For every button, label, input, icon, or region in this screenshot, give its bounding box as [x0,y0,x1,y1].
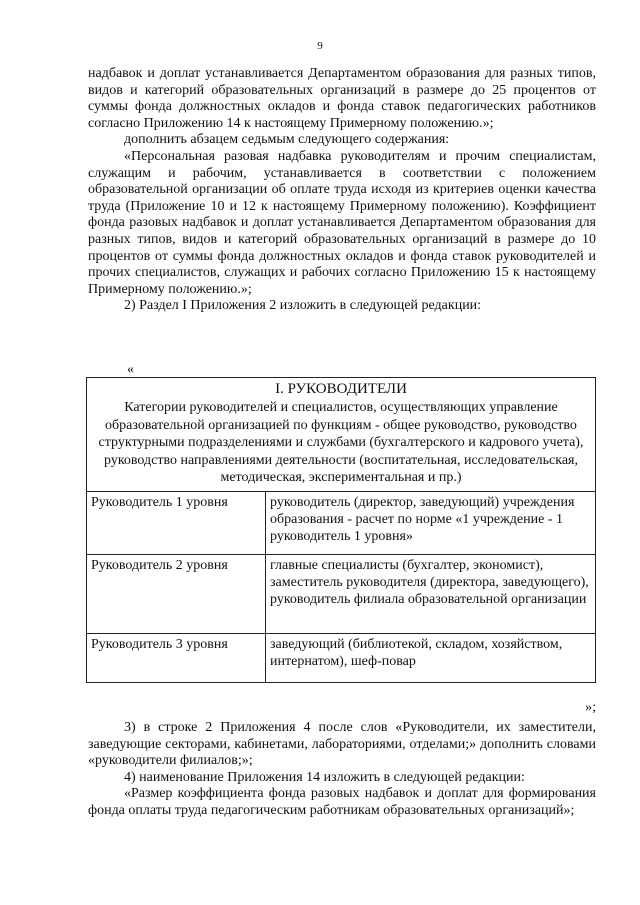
table-row [87,633,596,682]
table-close-quote: »; [585,700,596,715]
table-cell-level: Руководитель 2 уровня [87,554,266,633]
paragraph-section-instruction: 2) Раздел I Приложения 2 изложить в следующей редакции: [124,298,482,314]
table-header-description: Категории руководителей и специалистов, осуществляющих управление образовательной организацией по функциям - общее руководство, руководство структурными подразделениями и службами (бухгалтерского и кадрового учета), руководство направлениями деятельности (воспитательная, исследовательская, методическая, экспериментальная и пр.) [98,400,584,485]
page-number: 9 [317,40,323,52]
bottom-text-block [88,720,596,820]
table-cell-description: заведующий (библиотекой, складом, хозяйством, интернатом), шеф-повар [266,633,596,682]
paragraph-appendix4-amendment: 3) в строке 2 Приложения 4 после слов «Руководители, их заместители, заведующие секторами, кабинетами, лабораториями, отделами;» дополнить словами «руководители филиалов;»; [88,720,596,769]
table-cell-level: Руководитель 1 уровня [87,491,266,554]
table-header-cell [87,378,596,492]
paragraph-amend-instruction: дополнить абзацем седьмым следующего содержания: [124,132,450,148]
paragraph-continuation: надбавок и доплат устанавливается Департаментом образования для разных типов, видов и категорий образовательных организаций в размере до 25 процентов от суммы фонда должностных окладов и фонда ставок педагогических работников согласно Приложению 14 к настоящему Примерному положению.»; [88,66,596,131]
paragraph-personal-bonus: «Персональная разовая надбавка руководителям и прочим специалистам, служащим и рабочим, устанавливается в соответствии с положением образовательной организации об оплате труда исходя из критериев оценки качества труда (Приложение 10 и 12 к настоящему Примерному положению). Коэффициент фонда разовых надбавок и доплат устанавливается Департаментом образования для разных типов, видов и категорий образовательных организаций в размере до 10 процентов от суммы фонда должностных окладов и фонда ставок руководителей и прочих специалистов, служащих и рабочих согласно Приложению 15 к настоящему Примерному положению.»; [88,148,596,297]
paragraph-appendix14-title: «Размер коэффициента фонда разовых надбавок и доплат для формирования фонда оплаты труда педагогическим работникам образовательных организаций»; [88,786,596,818]
table-cell-description: руководитель (директор, заведующий) учреждения образования - расчет по норме «1 учреждение - 1 руководитель 1 уровня» [266,491,596,554]
managers-category-table [86,377,596,683]
paragraph-appendix14-instruction: 4) наименование Приложения 14 изложить в следующей редакции: [124,769,525,785]
table-header-row [87,378,596,492]
top-text-block [88,66,596,315]
table-row [87,491,596,554]
table-cell-description: главные специалисты (бухгалтер, экономист), заместитель руководителя (директора, заведующего), руководитель филиала образовательной организации [266,554,596,633]
table-cell-level: Руководитель 3 уровня [87,633,266,682]
table-header-title: I. РУКОВОДИТЕЛИ [275,381,407,397]
table-open-quote: « [127,362,134,377]
table-row [87,554,596,633]
